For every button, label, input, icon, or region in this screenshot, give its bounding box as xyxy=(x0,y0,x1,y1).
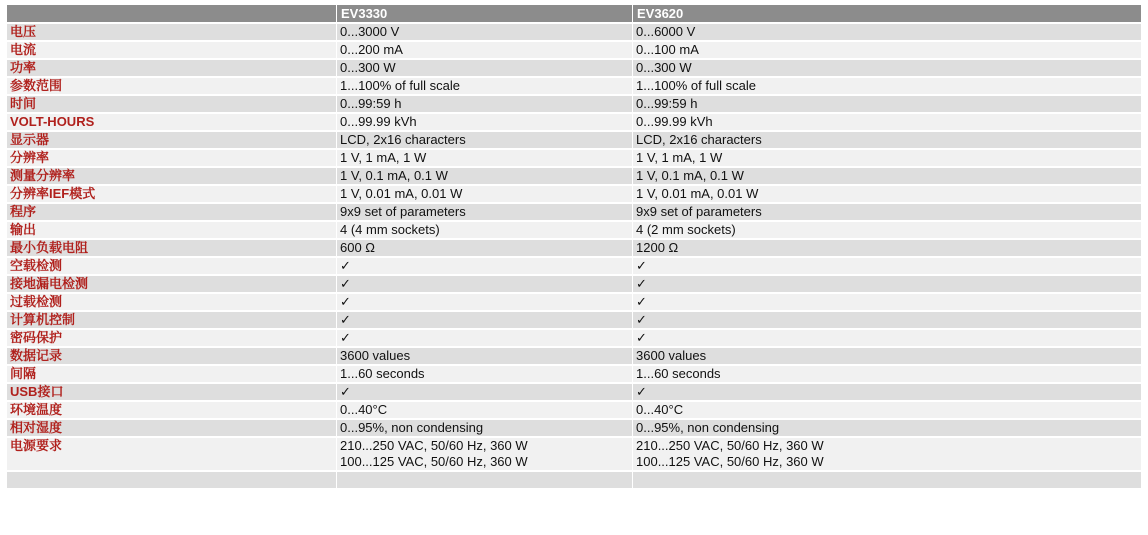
value-ev3330: 600 Ω xyxy=(336,240,632,256)
value-ev3330 xyxy=(336,472,632,488)
check-icon: ✓ xyxy=(632,330,1141,346)
table-row xyxy=(7,222,1141,238)
row-label: 密码保护 xyxy=(7,330,336,346)
check-icon: ✓ xyxy=(336,384,632,400)
table-row xyxy=(7,240,1141,256)
value-ev3620: 0...300 W xyxy=(632,60,1141,76)
row-label: 电源要求 xyxy=(7,438,336,470)
value-ev3620: 4 (2 mm sockets) xyxy=(632,222,1141,238)
table-row xyxy=(7,96,1141,112)
value-line: 210...250 VAC, 50/60 Hz, 360 W xyxy=(340,438,528,453)
value-ev3620: 1...60 seconds xyxy=(632,366,1141,382)
row-label: 输出 xyxy=(7,222,336,238)
row-label: 相对湿度 xyxy=(7,420,336,436)
value-line: 100...125 VAC, 50/60 Hz, 360 W xyxy=(340,454,528,469)
table-row xyxy=(7,60,1141,76)
table-row xyxy=(7,132,1141,148)
header-model-ev3330: EV3330 xyxy=(336,5,632,22)
value-ev3330: 1 V, 1 mA, 1 W xyxy=(336,150,632,166)
table-row xyxy=(7,24,1141,40)
header-blank xyxy=(7,5,336,22)
value-ev3330: LCD, 2x16 characters xyxy=(336,132,632,148)
check-icon: ✓ xyxy=(336,330,632,346)
table-row xyxy=(7,258,1141,274)
row-label: 功率 xyxy=(7,60,336,76)
table-row xyxy=(7,114,1141,130)
value-ev3330: 1 V, 0.01 mA, 0.01 W xyxy=(336,186,632,202)
value-ev3330: 9x9 set of parameters xyxy=(336,204,632,220)
spec-table-container xyxy=(7,3,1141,535)
value-ev3330: 0...300 W xyxy=(336,60,632,76)
value-ev3620: 0...99:59 h xyxy=(632,96,1141,112)
header-model-ev3620: EV3620 xyxy=(632,5,1141,22)
spec-body xyxy=(7,24,1141,488)
value-ev3620: 1200 Ω xyxy=(632,240,1141,256)
row-label: VOLT-HOURS xyxy=(7,114,336,130)
value-ev3620 xyxy=(632,438,1141,470)
table-row xyxy=(7,420,1141,436)
table-row xyxy=(7,42,1141,58)
table-row xyxy=(7,402,1141,418)
row-label: USB接口 xyxy=(7,384,336,400)
value-ev3330: 3600 values xyxy=(336,348,632,364)
row-label: 计算机控制 xyxy=(7,312,336,328)
value-ev3620: 1 V, 1 mA, 1 W xyxy=(632,150,1141,166)
value-ev3330: 0...99:59 h xyxy=(336,96,632,112)
value-ev3620: 1 V, 0.1 mA, 0.1 W xyxy=(632,168,1141,184)
value-ev3620: 1 V, 0.01 mA, 0.01 W xyxy=(632,186,1141,202)
row-label: 显示器 xyxy=(7,132,336,148)
value-ev3330: 1...100% of full scale xyxy=(336,78,632,94)
check-icon: ✓ xyxy=(632,384,1141,400)
value-ev3330 xyxy=(336,438,632,470)
table-row xyxy=(7,294,1141,310)
table-row xyxy=(7,78,1141,94)
value-ev3620: 0...100 mA xyxy=(632,42,1141,58)
row-label: 电压 xyxy=(7,24,336,40)
row-label: 过载检测 xyxy=(7,294,336,310)
value-ev3620: 0...6000 V xyxy=(632,24,1141,40)
row-label: 电流 xyxy=(7,42,336,58)
row-label: 间隔 xyxy=(7,366,336,382)
value-ev3620: 1...100% of full scale xyxy=(632,78,1141,94)
value-ev3620: 0...95%, non condensing xyxy=(632,420,1141,436)
row-label: 时间 xyxy=(7,96,336,112)
row-label: 空载检测 xyxy=(7,258,336,274)
table-row xyxy=(7,204,1141,220)
value-ev3620: 3600 values xyxy=(632,348,1141,364)
table-row xyxy=(7,366,1141,382)
value-ev3620: 0...40°C xyxy=(632,402,1141,418)
value-ev3330: 0...200 mA xyxy=(336,42,632,58)
check-icon: ✓ xyxy=(632,312,1141,328)
value-ev3330: 0...95%, non condensing xyxy=(336,420,632,436)
value-ev3330: 0...99.99 kVh xyxy=(336,114,632,130)
value-ev3330: 1...60 seconds xyxy=(336,366,632,382)
row-label: 环境温度 xyxy=(7,402,336,418)
row-label: 参数范围 xyxy=(7,78,336,94)
row-label: 数据记录 xyxy=(7,348,336,364)
value-ev3330: 1 V, 0.1 mA, 0.1 W xyxy=(336,168,632,184)
value-ev3330: 0...40°C xyxy=(336,402,632,418)
value-ev3620 xyxy=(632,472,1141,488)
row-label xyxy=(7,472,336,488)
row-label: 程序 xyxy=(7,204,336,220)
value-ev3620: 0...99.99 kVh xyxy=(632,114,1141,130)
header-row xyxy=(7,5,1141,22)
spec-table xyxy=(7,3,1141,490)
check-icon: ✓ xyxy=(336,258,632,274)
value-ev3620: LCD, 2x16 characters xyxy=(632,132,1141,148)
row-label: 测量分辨率 xyxy=(7,168,336,184)
table-row-power xyxy=(7,438,1141,470)
row-label: 分辨率IEF模式 xyxy=(7,186,336,202)
table-row xyxy=(7,348,1141,364)
row-label: 分辨率 xyxy=(7,150,336,166)
value-ev3620: 9x9 set of parameters xyxy=(632,204,1141,220)
check-icon: ✓ xyxy=(632,276,1141,292)
table-row-cutoff xyxy=(7,472,1141,488)
table-row xyxy=(7,186,1141,202)
table-row xyxy=(7,384,1141,400)
check-icon: ✓ xyxy=(336,294,632,310)
value-line: 100...125 VAC, 50/60 Hz, 360 W xyxy=(636,454,824,469)
table-row xyxy=(7,150,1141,166)
value-ev3330: 0...3000 V xyxy=(336,24,632,40)
table-row xyxy=(7,276,1141,292)
row-label: 接地漏电检测 xyxy=(7,276,336,292)
check-icon: ✓ xyxy=(336,312,632,328)
row-label: 最小负载电阻 xyxy=(7,240,336,256)
check-icon: ✓ xyxy=(632,294,1141,310)
table-row xyxy=(7,312,1141,328)
check-icon: ✓ xyxy=(632,258,1141,274)
table-row xyxy=(7,330,1141,346)
table-row xyxy=(7,168,1141,184)
check-icon: ✓ xyxy=(336,276,632,292)
value-line: 210...250 VAC, 50/60 Hz, 360 W xyxy=(636,438,824,453)
value-ev3330: 4 (4 mm sockets) xyxy=(336,222,632,238)
